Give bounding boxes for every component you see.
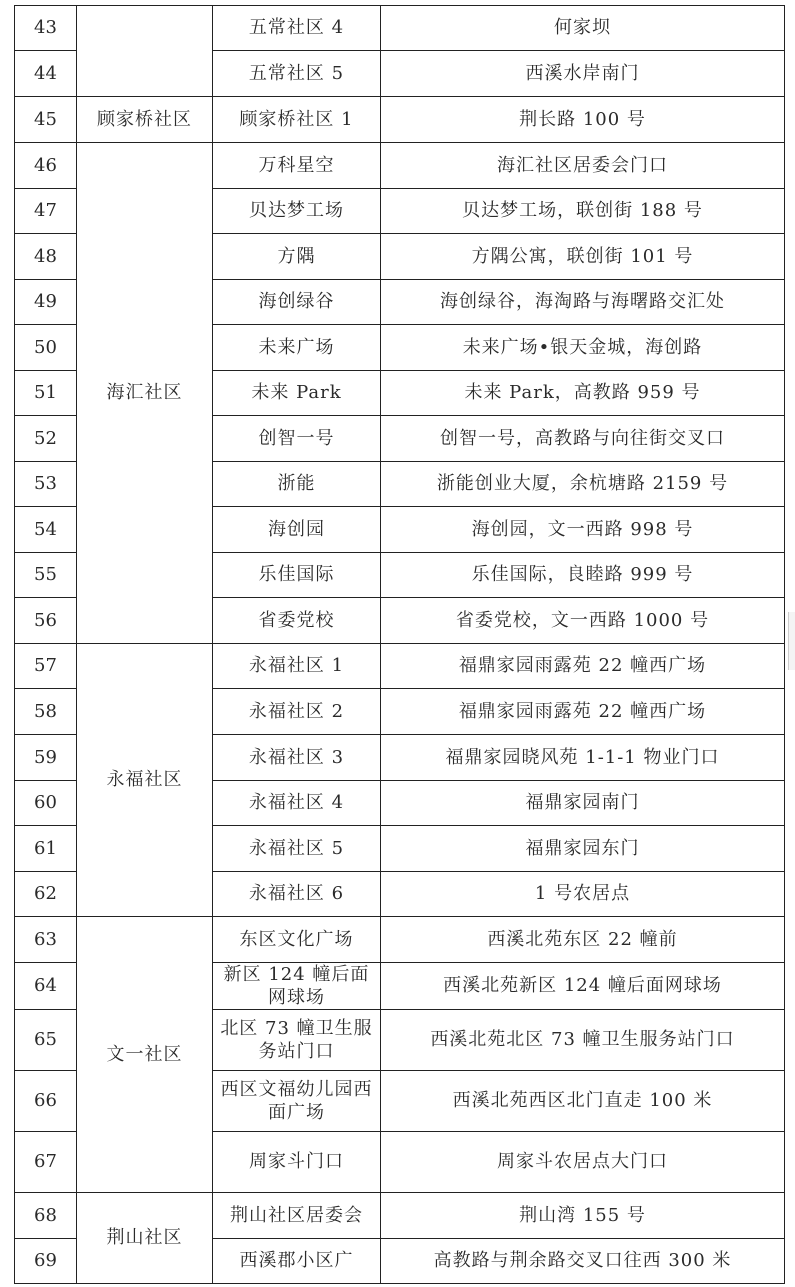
row-number: 48 (15, 234, 77, 280)
site-location: 西溪北苑北区 73 幢卫生服务站门口 (381, 1010, 785, 1071)
site-location: 西溪水岸南门 (381, 51, 785, 97)
site-name: 永福社区 5 (213, 826, 381, 872)
site-location: 海汇社区居委会门口 (381, 143, 785, 189)
site-name: 顾家桥社区 1 (213, 97, 381, 143)
row-number: 57 (15, 644, 77, 689)
vaccination-site-table (14, 5, 785, 1284)
site-location: 荆长路 100 号 (381, 97, 785, 143)
row-number: 46 (15, 143, 77, 189)
row-number: 47 (15, 189, 77, 234)
site-name: 未来 Park (213, 371, 381, 416)
site-name: 东区文化广场 (213, 917, 381, 963)
site-name: 海创绿谷 (213, 280, 381, 325)
site-name: 乐佳国际 (213, 553, 381, 598)
site-location: 福鼎家园南门 (381, 781, 785, 826)
site-name: 未来广场 (213, 325, 381, 371)
site-name: 浙能 (213, 462, 381, 507)
site-name: 周家斗门口 (213, 1132, 381, 1193)
site-location: 福鼎家园雨露苑 22 幢西广场 (381, 644, 785, 689)
row-number: 58 (15, 689, 77, 735)
site-location: 浙能创业大厦，余杭塘路 2159 号 (381, 462, 785, 507)
community-cell: 海汇社区 (77, 143, 213, 644)
row-number: 54 (15, 507, 77, 553)
community-cell (77, 6, 213, 97)
site-location: 海创绿谷，海淘路与海曙路交汇处 (381, 280, 785, 325)
community-cell: 荆山社区 (77, 1193, 213, 1284)
community-cell: 永福社区 (77, 644, 213, 917)
site-location: 省委党校，文一西路 1000 号 (381, 598, 785, 644)
site-name: 西溪郡小区广 (213, 1239, 381, 1284)
row-number: 53 (15, 462, 77, 507)
row-number: 52 (15, 416, 77, 462)
site-location: 福鼎家园雨露苑 22 幢西广场 (381, 689, 785, 735)
row-number: 62 (15, 872, 77, 917)
site-name: 北区 73 幢卫生服务站门口 (213, 1010, 381, 1071)
site-location: 未来广场•银天金城，海创路 (381, 325, 785, 371)
site-name: 西区文福幼儿园西面广场 (213, 1071, 381, 1132)
row-number: 55 (15, 553, 77, 598)
site-location: 西溪北苑东区 22 幢前 (381, 917, 785, 963)
site-name: 永福社区 3 (213, 735, 381, 781)
site-location: 创智一号，高教路与向往街交叉口 (381, 416, 785, 462)
row-number: 63 (15, 917, 77, 963)
row-number: 56 (15, 598, 77, 644)
site-location: 高教路与荆余路交叉口往西 300 米 (381, 1239, 785, 1284)
row-number: 68 (15, 1193, 77, 1239)
table-body (15, 6, 785, 1284)
site-name: 新区 124 幢后面网球场 (213, 963, 381, 1010)
site-location: 1 号农居点 (381, 872, 785, 917)
row-number: 44 (15, 51, 77, 97)
site-location: 福鼎家园东门 (381, 826, 785, 872)
site-name: 贝达梦工场 (213, 189, 381, 234)
table-row (15, 97, 785, 143)
site-name: 荆山社区居委会 (213, 1193, 381, 1239)
community-cell: 顾家桥社区 (77, 97, 213, 143)
table-row (15, 1193, 785, 1239)
table-row (15, 917, 785, 963)
row-number: 65 (15, 1010, 77, 1071)
community-cell: 文一社区 (77, 917, 213, 1193)
site-location: 何家坝 (381, 6, 785, 51)
site-location: 西溪北苑新区 124 幢后面网球场 (381, 963, 785, 1010)
site-location: 海创园，文一西路 998 号 (381, 507, 785, 553)
scrollbar-edge[interactable] (788, 612, 795, 670)
site-location: 周家斗农居点大门口 (381, 1132, 785, 1193)
site-name: 五常社区 4 (213, 6, 381, 51)
site-location: 福鼎家园晓风苑 1-1-1 物业门口 (381, 735, 785, 781)
site-location: 方隅公寓，联创街 101 号 (381, 234, 785, 280)
site-location: 荆山湾 155 号 (381, 1193, 785, 1239)
table-row (15, 644, 785, 689)
site-name: 永福社区 2 (213, 689, 381, 735)
site-location: 乐佳国际，良睦路 999 号 (381, 553, 785, 598)
site-name: 万科星空 (213, 143, 381, 189)
site-name: 永福社区 4 (213, 781, 381, 826)
row-number: 64 (15, 963, 77, 1010)
site-location: 贝达梦工场，联创街 188 号 (381, 189, 785, 234)
row-number: 49 (15, 280, 77, 325)
table-row (15, 143, 785, 189)
row-number: 66 (15, 1071, 77, 1132)
site-name: 方隅 (213, 234, 381, 280)
site-name: 永福社区 1 (213, 644, 381, 689)
row-number: 61 (15, 826, 77, 872)
site-name: 五常社区 5 (213, 51, 381, 97)
table-row (15, 6, 785, 51)
site-location: 未来 Park，高教路 959 号 (381, 371, 785, 416)
row-number: 59 (15, 735, 77, 781)
row-number: 69 (15, 1239, 77, 1284)
site-name: 永福社区 6 (213, 872, 381, 917)
row-number: 60 (15, 781, 77, 826)
row-number: 43 (15, 6, 77, 51)
row-number: 51 (15, 371, 77, 416)
site-name: 创智一号 (213, 416, 381, 462)
site-name: 海创园 (213, 507, 381, 553)
site-name: 省委党校 (213, 598, 381, 644)
row-number: 45 (15, 97, 77, 143)
site-location: 西溪北苑西区北门直走 100 米 (381, 1071, 785, 1132)
row-number: 50 (15, 325, 77, 371)
row-number: 67 (15, 1132, 77, 1193)
